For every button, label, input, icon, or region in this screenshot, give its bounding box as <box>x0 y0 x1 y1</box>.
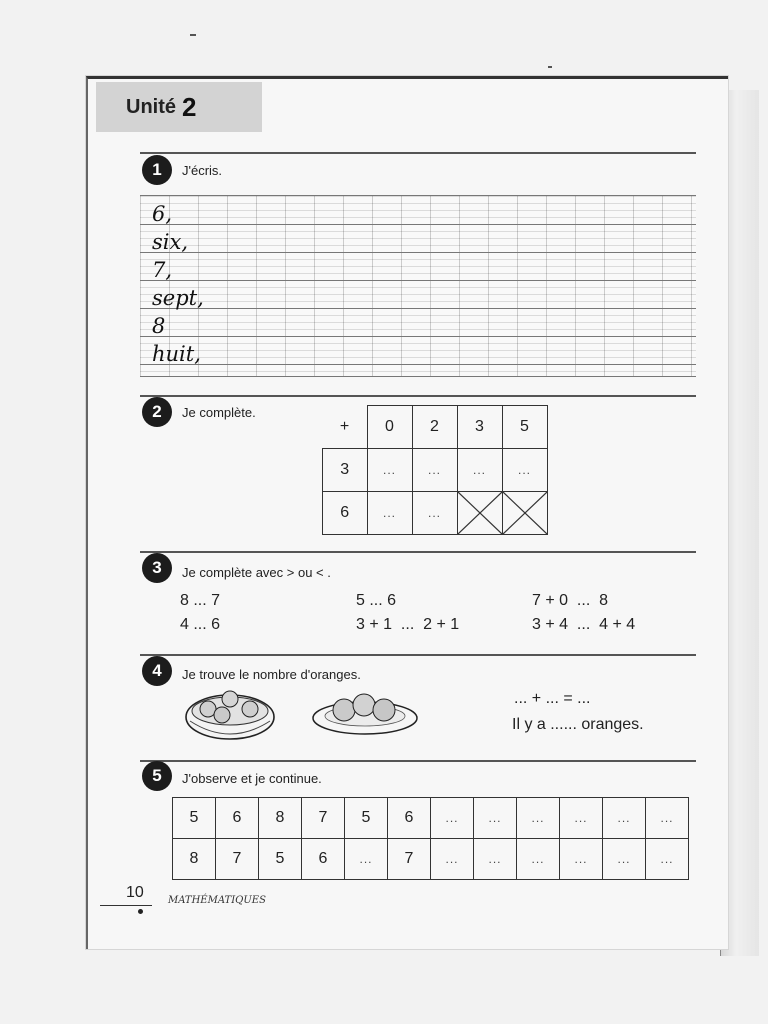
sequence-cell <box>216 839 259 880</box>
sequence-cell <box>259 839 302 880</box>
sequence-cell <box>302 839 345 880</box>
table-row <box>323 492 548 535</box>
writing-line: 8 <box>152 314 166 338</box>
equation-blank: ... + ... = ... <box>514 690 591 707</box>
blank-dots: ... <box>660 852 674 866</box>
answer-cell[interactable] <box>345 839 388 880</box>
blank-dots: ... <box>574 811 588 825</box>
sequence-value: 6 <box>404 809 414 826</box>
exercise-4-badge: 4 <box>142 656 172 686</box>
unit-header <box>96 82 262 132</box>
exercise-1-rule <box>140 152 696 154</box>
exercise-2-title: Je complète. <box>182 405 256 420</box>
writing-line: huit, <box>152 342 201 366</box>
blank-dots: ... <box>427 506 441 520</box>
sequence-value: 7 <box>404 850 414 867</box>
answer-cell[interactable] <box>431 798 474 839</box>
blank-dots: ... <box>488 811 502 825</box>
column-header: 3 <box>457 406 502 449</box>
writing-line: sept, <box>152 286 204 310</box>
sequence-value: 5 <box>275 850 285 867</box>
sequence-cell <box>216 798 259 839</box>
sequence-value: 7 <box>318 809 328 826</box>
blank-dots: ... <box>488 852 502 866</box>
cross-mark-icon <box>503 492 547 534</box>
answer-cell[interactable] <box>646 839 689 880</box>
sequence-table <box>172 797 689 880</box>
sequence-cell <box>302 798 345 839</box>
answer-cell[interactable] <box>502 449 547 492</box>
addition-table <box>322 405 548 535</box>
writing-grid <box>140 195 696 377</box>
cross-mark-icon <box>458 492 502 534</box>
answer-cell[interactable] <box>603 798 646 839</box>
comparison-item: 4 ... 6 <box>180 616 221 633</box>
column-header: 2 <box>412 406 457 449</box>
exercise-5-rule <box>140 760 696 762</box>
answer-cell[interactable] <box>457 449 502 492</box>
blank-dots: ... <box>472 463 486 477</box>
blank-dots: ... <box>574 852 588 866</box>
writing-line: six, <box>152 230 189 254</box>
blank-dots: ... <box>445 811 459 825</box>
exercise-1-title: J'écris. <box>182 163 223 178</box>
exercise-5-title: J'observe et je continue. <box>182 771 322 786</box>
answer-cell[interactable] <box>412 449 457 492</box>
writing-line: 6, <box>152 202 173 226</box>
answer-cell[interactable] <box>412 492 457 535</box>
grid-baseline <box>140 336 696 337</box>
comparison-item: 3 + 4 ... 4 + 4 <box>532 616 636 633</box>
exercise-2-badge: 2 <box>142 397 172 427</box>
sequence-cell <box>345 798 388 839</box>
orange-basket-icon <box>184 683 276 741</box>
answer-cell[interactable] <box>474 839 517 880</box>
sequence-cell <box>173 839 216 880</box>
comparison-item: 7 + 0 ... 8 <box>532 592 609 609</box>
blank-dots: ... <box>517 463 531 477</box>
grid-baseline <box>140 308 696 309</box>
grid-baseline <box>140 252 696 253</box>
comparison-item: 5 ... 6 <box>356 592 397 609</box>
answer-cell[interactable] <box>646 798 689 839</box>
unit-word: Unité <box>126 95 176 118</box>
sequence-value: 8 <box>275 809 285 826</box>
exercise-3-rule <box>140 551 696 553</box>
exercise-2-rule <box>140 395 696 397</box>
operator-cell: + <box>339 417 350 435</box>
table-header-row <box>323 406 548 449</box>
answer-sentence: Il y a ...... oranges. <box>512 716 644 733</box>
sequence-cell <box>388 839 431 880</box>
answer-cell[interactable] <box>367 492 412 535</box>
unit-number: 2 <box>182 91 197 122</box>
blank-dots: ... <box>359 852 373 866</box>
row-header: 3 <box>323 449 368 492</box>
sequence-value: 5 <box>189 809 199 826</box>
sequence-cell <box>259 798 302 839</box>
blank-dots: ... <box>660 811 674 825</box>
grid-baseline <box>140 364 696 365</box>
sequence-cell <box>388 798 431 839</box>
table-row <box>173 839 689 880</box>
column-header: 0 <box>367 406 412 449</box>
table-row <box>173 798 689 839</box>
row-header: 6 <box>323 492 368 535</box>
footer-divider <box>100 905 152 906</box>
crossed-cell <box>457 492 502 535</box>
answer-cell[interactable] <box>517 839 560 880</box>
footer-dot <box>138 909 143 914</box>
sequence-value: 6 <box>232 809 242 826</box>
subject-label: MATHÉMATIQUES <box>168 895 266 906</box>
blank-dots: ... <box>445 852 459 866</box>
exercise-3-title: Je complète avec > ou < . <box>182 565 331 580</box>
crossed-cell <box>502 492 547 535</box>
sequence-value: 5 <box>361 809 371 826</box>
table-row <box>323 449 548 492</box>
grid-baseline <box>140 224 696 225</box>
sequence-cell <box>173 798 216 839</box>
answer-cell[interactable] <box>367 449 412 492</box>
sequence-value: 6 <box>318 850 328 867</box>
blank-dots: ... <box>382 463 396 477</box>
grid-baseline <box>140 280 696 281</box>
answer-cell[interactable] <box>560 839 603 880</box>
blank-dots: ... <box>531 852 545 866</box>
page-number: 10 <box>126 884 144 901</box>
answer-cell[interactable] <box>517 798 560 839</box>
orange-plate-icon <box>310 688 420 738</box>
exercise-3-badge: 3 <box>142 553 172 583</box>
exercise-4-title: Je trouve le nombre d'oranges. <box>182 667 361 682</box>
answer-cell[interactable] <box>431 839 474 880</box>
blank-dots: ... <box>617 811 631 825</box>
sequence-value: 7 <box>232 850 242 867</box>
blank-dots: ... <box>427 463 441 477</box>
blank-dots: ... <box>382 506 396 520</box>
exercise-4-rule <box>140 654 696 656</box>
scan-speck <box>548 66 552 68</box>
sequence-value: 8 <box>189 850 199 867</box>
answer-cell[interactable] <box>603 839 646 880</box>
scan-speck <box>190 34 196 36</box>
blank-dots: ... <box>531 811 545 825</box>
comparison-item: 8 ... 7 <box>180 592 221 609</box>
blank-dots: ... <box>617 852 631 866</box>
exercise-1-badge: 1 <box>142 155 172 185</box>
answer-cell[interactable] <box>474 798 517 839</box>
writing-line: 7, <box>152 258 173 282</box>
exercise-5-badge: 5 <box>142 761 172 791</box>
comparison-item: 3 + 1 ... 2 + 1 <box>356 616 460 633</box>
answer-cell[interactable] <box>560 798 603 839</box>
column-header: 5 <box>502 406 547 449</box>
